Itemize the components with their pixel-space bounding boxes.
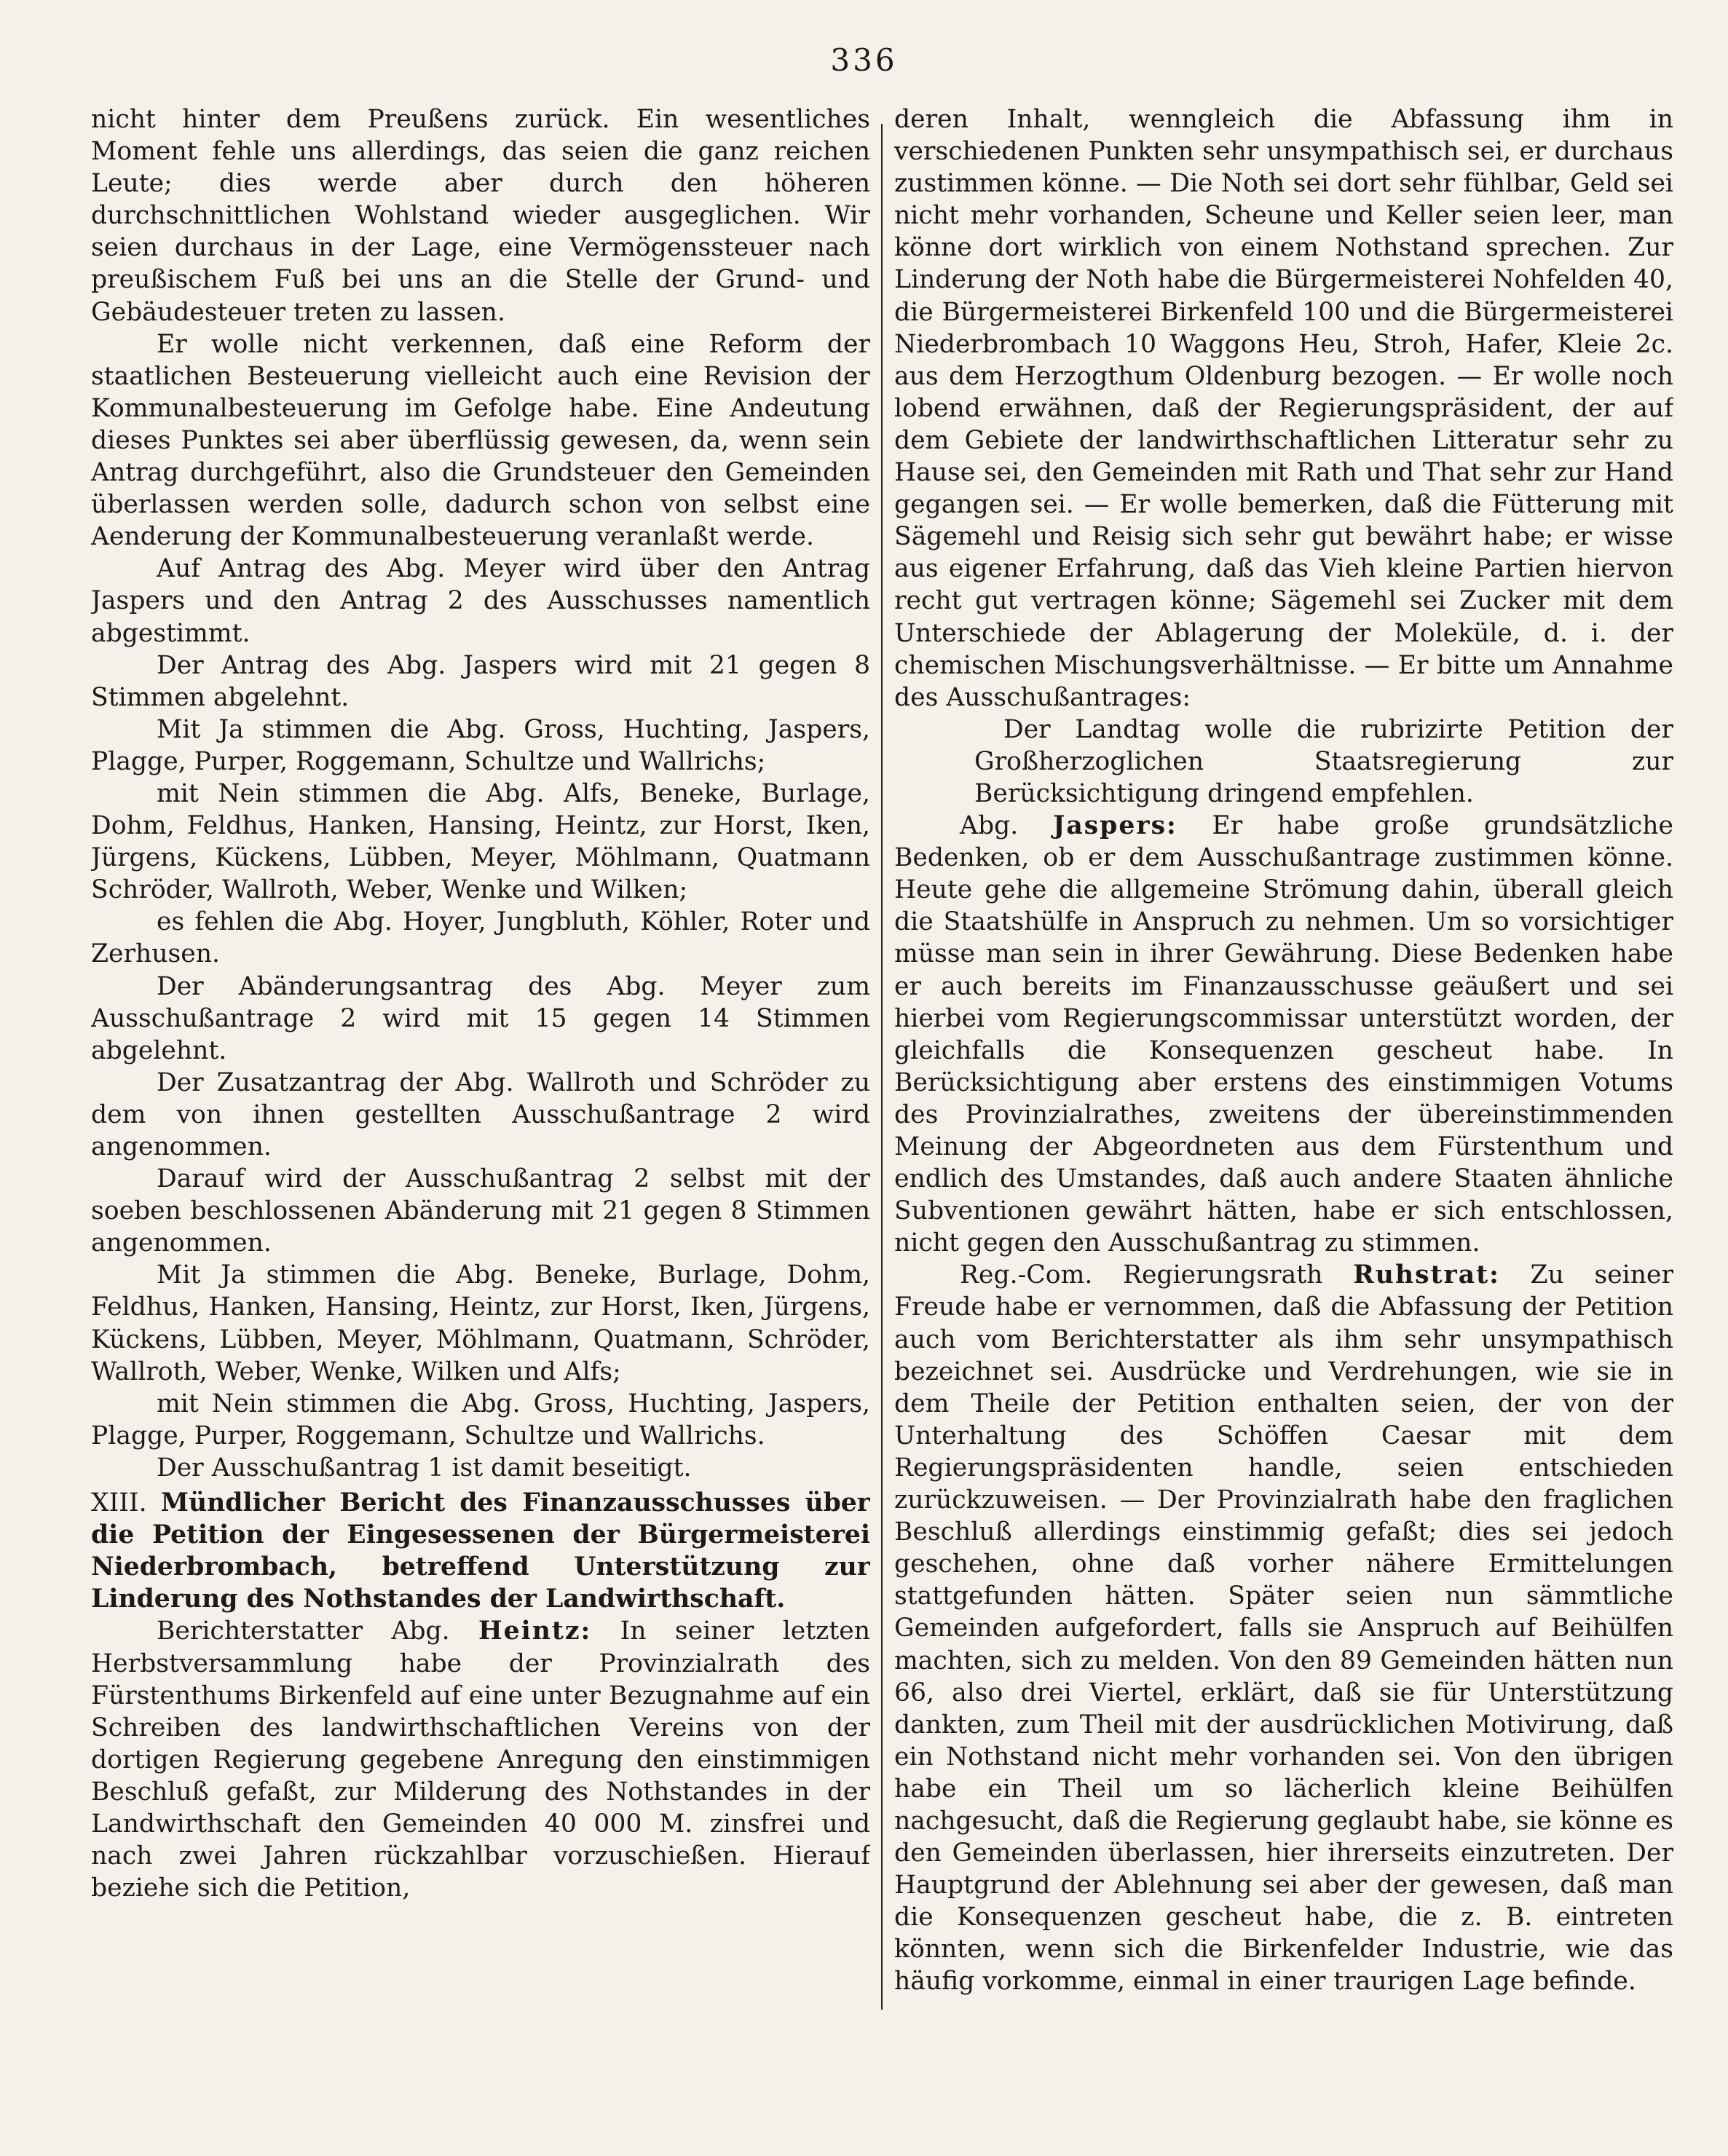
paragraph <box>91 103 870 328</box>
paragraph-text: Mit Ja stimmen die Abg. Beneke, Burlage, Dohm, Feldhus, Hanken, Hansing, Heintz, zur Horst, Iken, Jürgens, Kückens, Lübben, Meyer, Möhlmann, Quatmann, Schröder, Wallroth, Weber, Wenke, Wilken und Alfs; <box>91 1260 870 1386</box>
paragraph <box>91 1452 870 1484</box>
speaker-role: Reg.-Com. Regierungsrath <box>960 1260 1323 1290</box>
page-number: 336 <box>830 42 898 78</box>
speaker-role: Berichterstatter Abg. <box>157 1616 450 1646</box>
paragraph <box>894 103 1673 714</box>
paragraph-text: Mit Ja stimmen die Abg. Gross, Huchting, Jaspers, Plagge, Purper, Roggemann, Schultze und Wallrichs; <box>91 714 870 776</box>
speech-text: Zu seiner Freude habe er vernommen, daß die Abfassung der Petition auch vom Berichterstatter als ihm sehr unsympathisch bezeichnet sei. Ausdrücke und Verdrehungen, wie sie in dem Theile der Petition enthalten seien, der von der Unterhaltung des Schöffen Caesar mit dem Regierungspräsidenten handle, seien entschieden zurückzuweisen. — Der Provinzialrath habe den fraglichen Beschluß allerdings einstimmig gefaßt; dies sei jedoch geschehen, ohne daß vorher nähere Ermittelungen stattgefunden hätten. Später seien nun sämmtliche Gemeinden aufgefordert, falls sie Anspruch auf Beihülfen machten, sich zu melden. Von den 89 Gemeinden hätten nun 66, also drei Viertel, erklärt, daß sie für Unterstützung dankten, zum Theil mit der ausdrücklichen Motivirung, daß ein Nothstand nicht mehr vorhanden sei. Von den übrigen habe ein Theil um so lächerlich kleine Beihülfen nachgesucht, daß die Regierung geglaubt habe, sie könne es den Gemeinden überlassen, hier ihrerseits einzutreten. Der Hauptgrund der Ablehnung sei aber der gewesen, daß man die Konsequenzen gescheut habe, die z. B. eintreten könnten, wenn sich die Birkenfelder Industrie, wie das häufig vorkomme, einmal in einer traurigen Lage befinde. <box>894 1260 1673 1997</box>
paragraph-text: es fehlen die Abg. Hoyer, Jungbluth, Köhler, Roter und Zerhusen. <box>91 907 870 969</box>
speaker-name: Ruhstrat: <box>1353 1260 1500 1290</box>
paragraph <box>91 1388 870 1452</box>
paragraph <box>91 714 870 778</box>
paragraph <box>91 553 870 649</box>
section-number: XIII. <box>91 1488 147 1518</box>
paragraph-text: mit Nein stimmen die Abg. Gross, Huchting, Jaspers, Plagge, Purper, Roggemann, Schultze und Wallrichs. <box>91 1389 870 1450</box>
column-divider <box>881 124 883 2010</box>
paragraph-text: nicht hinter dem Preußens zurück. Ein wesentliches Moment fehle uns allerdings, das seien die ganz reichen Leute; dies werde aber durch den höheren durchschnittlichen Wohlstand wieder ausgeglichen. Wir seien durchaus in der Lage, eine Vermögenssteuer nach preußischem Fuß bei uns an die Stelle der Grund- und Gebäudesteuer treten zu lassen. <box>91 105 870 327</box>
paragraph-text: Der Abänderungsantrag des Abg. Meyer zum Ausschußantrage 2 wird mit 15 gegen 14 Stimmen abgelehnt. <box>91 971 870 1065</box>
paragraph <box>91 328 870 553</box>
speaker-role: Abg. <box>960 811 1019 841</box>
paragraph <box>91 971 870 1067</box>
paragraph-text: Der Zusatzantrag der Abg. Wallroth und Schröder zu dem von ihnen gestellten Ausschußantrage 2 wird angenommen. <box>91 1067 870 1161</box>
speaker-name: Heintz: <box>478 1616 592 1646</box>
speech-paragraph <box>894 810 1673 1259</box>
paragraph <box>91 1163 870 1259</box>
paragraph-text: Er wolle nicht verkennen, daß eine Reform der staatlichen Besteuerung vielleicht auch eine Revision der Kommunalbesteuerung im Gefolge habe. Eine Andeutung dieses Punktes sei aber überflüssig gewesen, da, wenn sein Antrag durchgeführt, also die Grundsteuer den Gemeinden überlassen werden solle, dadurch schon von selbst eine Aenderung der Kommunalbesteuerung veranlaßt werde. <box>91 329 870 552</box>
paragraph-text: Auf Antrag des Abg. Meyer wird über den Antrag Jaspers und den Antrag 2 des Ausschusses namentlich abgestimmt. <box>91 554 870 648</box>
paragraph <box>91 778 870 906</box>
right-column <box>894 103 1673 2040</box>
speech-paragraph <box>894 1259 1673 1997</box>
section-title: Mündlicher Bericht des Finanzausschusses über die Petition der Eingesessenen der Bürgermeisterei Niederbrombach, betreffend Unterstützung zur Linderung des Nothstandes der Landwirthschaft. <box>91 1488 870 1614</box>
paragraph <box>91 906 870 970</box>
paragraph <box>91 1067 870 1163</box>
paragraph <box>91 649 870 714</box>
speech-text: In seiner letzten Herbstversammlung habe der Provinzialrath des Fürstenthums Birkenfeld auf eine unter Bezugnahme auf ein Schreiben des landwirthschaftlichen Vereins von der dortigen Regierung gegebene Anregung den einstimmigen Beschluß gefaßt, zur Milderung des Nothstandes in der Landwirthschaft den Gemeinden 40 000 M. zinsfrei und nach zwei Jahren rückzahlbar vorzuschießen. Hierauf beziehe sich die Petition, <box>91 1616 870 1903</box>
motion-quote <box>974 714 1673 810</box>
speaker-name: Jaspers: <box>1052 811 1177 841</box>
paragraph-text: Darauf wird der Ausschußantrag 2 selbst mit der soeben beschlossenen Abänderung mit 21 gegen 8 Stimmen angenommen. <box>91 1164 870 1258</box>
paragraph-text: mit Nein stimmen die Abg. Alfs, Beneke, Burlage, Dohm, Feldhus, Hanken, Hansing, Heintz, zur Horst, Iken, Jürgens, Kückens, Lübben, Meyer, Möhlmann, Quatmann Schröder, Wallroth, Weber, Wenke und Wilken; <box>91 778 870 905</box>
section-heading <box>91 1487 870 1615</box>
paragraph <box>91 1259 870 1387</box>
paragraph-text: deren Inhalt, wenngleich die Abfassung ihm in verschiedenen Punkten sehr unsympathisch sei, er durchaus zustimmen könne. — Die Noth sei dort sehr fühlbar, Geld sei nicht mehr vorhanden, Scheune und Keller seien leer, man könne dort wirklich von einem Nothstand sprechen. Zur Linderung der Noth habe die Bürgermeisterei Nohfelden 40, die Bürgermeisterei Birkenfeld 100 und die Bürgermeisterei Niederbrombach 10 Waggons Heu, Stroh, Hafer, Kleie 2c. aus dem Herzogthum Oldenburg bezogen. — Er wolle noch lobend erwähnen, daß der Regierungspräsident, der auf dem Gebiete der landwirthschaftlichen Litteratur sehr zu Hause sei, den Gemeinden mit Rath und That sehr zur Hand gegangen sei. — Er wolle bemerken, daß die Fütterung mit Sägemehl und Reisig sich sehr gut bewährt habe; er wisse aus eigener Erfahrung, daß das Vieh kleine Partien hiervon recht gut vertragen könne; Sägemehl sei Zucker mit dem Unterschiede der Ablagerung der Moleküle, d. i. der chemischen Mischungsverhältnisse. — Er bitte um Annahme des Ausschußantrages: <box>894 105 1673 712</box>
paragraph-text: Der Antrag des Abg. Jaspers wird mit 21 gegen 8 Stimmen abgelehnt. <box>91 650 870 712</box>
speech-paragraph <box>91 1615 870 1904</box>
left-column <box>91 103 870 2040</box>
quote-text: Der Landtag wolle die rubrizirte Petition der Großherzoglichen Staatsregierung zur Berücksichtigung dringend empfehlen. <box>974 714 1673 808</box>
speech-text: Er habe große grundsätzliche Bedenken, ob er dem Ausschußantrage zustimmen könne. Heute gehe die allgemeine Strömung dahin, überall gleich die Staatshülfe in Anspruch zu nehmen. Um so vorsichtiger müsse man sein in ihrer Gewährung. Diese Bedenken habe er auch bereits im Finanzausschusse geäußert und sei hierbei vom Regierungscommissar unterstützt worden, der gleichfalls die Konsequenzen gescheut habe. In Berücksichtigung aber erstens des einstimmigen Votums des Provinzialrathes, zweitens der übereinstimmenden Meinung der Abgeordneten aus dem Fürstenthum und endlich des Umstandes, daß auch andere Staaten ähnliche Subventionen gewährt hätten, habe er sich entschlossen, nicht gegen den Ausschußantrag zu stimmen. <box>894 811 1673 1258</box>
paragraph-text: Der Ausschußantrag 1 ist damit beseitigt. <box>157 1453 692 1482</box>
